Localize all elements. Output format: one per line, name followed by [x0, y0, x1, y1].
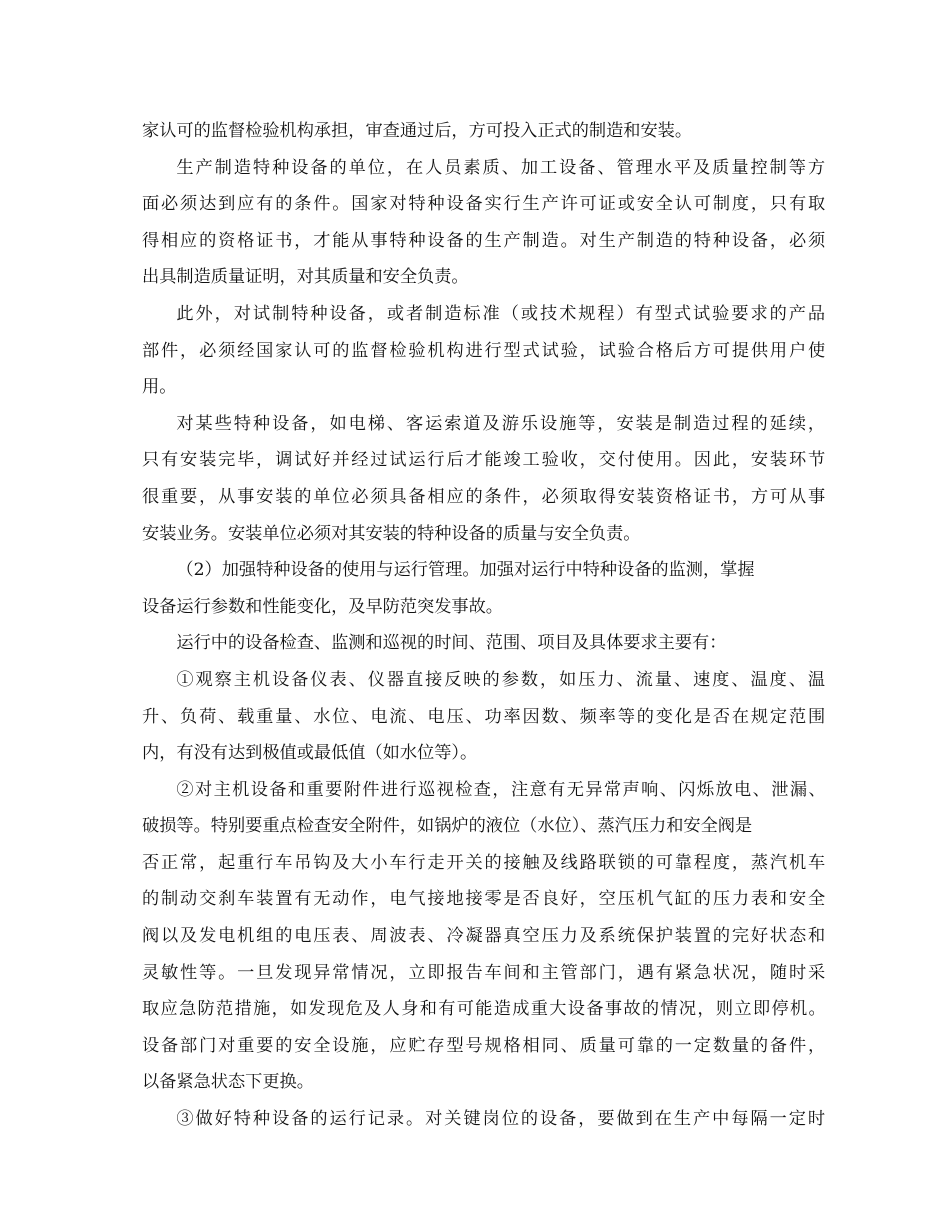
- text-line: 家认可的监督检验机构承担，审查通过后，方可投入正式的制造和安装。: [142, 121, 693, 141]
- paragraph: [142, 150, 827, 296]
- document-body: [142, 113, 827, 1138]
- text-line: 用。: [142, 377, 177, 398]
- text-line: 运行中的设备检查、监测和巡视的时间、范围、项目及具体要求主要有：: [176, 633, 727, 654]
- text-line: 以备紧急状态下更换。: [142, 1072, 314, 1093]
- text-line: 的制动交刹车装置有无动作，电气接地接零是否良好，空压机气缸的压力表和安全: [142, 889, 827, 910]
- paragraph: [142, 662, 827, 772]
- text-line: 只有安装完毕，调试好并经过试运行后才能竣工验收，交付使用。因此，安装环节: [142, 450, 827, 471]
- paragraph: [142, 406, 827, 552]
- paragraph: [142, 552, 827, 625]
- paragraph: [142, 772, 827, 1101]
- text-line: ②对主机设备和重要附件进行巡视检查，注意有无异常声响、闪烁放电、泄漏、: [176, 779, 827, 800]
- paragraph: [142, 296, 827, 406]
- text-line: 取应急防范措施，如发现危及人身和有可能造成重大设备事故的情况，则立即停机。: [142, 999, 828, 1020]
- text-line: ①观察主机设备仪表、仪器直接反映的参数，如压力、流量、速度、温度、温: [176, 669, 828, 690]
- text-line: 得相应的资格证书，才能从事特种设备的生产制造。对生产制造的特种设备，必须: [142, 230, 827, 251]
- text-line: 生产制造特种设备的单位，在人员素质、加工设备、管理水平及质量控制等方: [176, 157, 828, 178]
- text-line: 安装业务。安装单位必须对其安装的特种设备的质量与安全负责。: [142, 523, 641, 544]
- text-line: 内，有没有达到极值或最低值（如水位等）。: [142, 743, 478, 764]
- text-line: 阀以及发电机组的电压表、周波表、冷凝器真空压力及系统保护装置的完好状态和: [142, 926, 827, 947]
- text-line: 设备部门对重要的安全设施，应贮存型号规格相同、质量可靠的一定数量的备件，: [142, 1035, 827, 1056]
- text-line: 出具制造质量证明，对其质量和安全负责。: [142, 267, 469, 288]
- text-line: 设备运行参数和性能变化，及早防范突发事故。: [142, 596, 503, 617]
- text-line: 面必须达到应有的条件。国家对特种设备实行生产许可证或安全认可制度，只有取: [142, 194, 827, 215]
- text-line: ③做好特种设备的运行记录。对关键岗位的设备，要做到在生产中每隔一定时: [176, 1109, 828, 1130]
- text-line: 灵敏性等。一旦发现异常情况，立即报告车间和主管部门，遇有紧急状况，随时采: [142, 962, 827, 983]
- text-line: 此外，对试制特种设备，或者制造标准（或技术规程）有型式试验要求的产品: [176, 303, 828, 324]
- text-line: 部件，必须经国家认可的监督检验机构进行型式试验，试验合格后方可提供用户使: [142, 340, 827, 361]
- text-line: （2）加强特种设备的使用与运行管理。加强对运行中特种设备的监测，掌握: [176, 560, 755, 581]
- paragraph: [142, 625, 827, 662]
- text-line: 升、负荷、载重量、水位、电流、电压、功率因数、频率等的变化是否在规定范围: [142, 706, 827, 727]
- paragraph: [142, 113, 827, 150]
- paragraph: [142, 1101, 827, 1138]
- text-line: 破损等。特别要重点检查安全附件，如锅炉的液位（水位）、蒸汽压力和安全阀是: [142, 816, 753, 837]
- text-line: 对某些特种设备，如电梯、客运索道及游乐设施等，安装是制造过程的延续，: [176, 413, 828, 434]
- text-line: 很重要，从事安装的单位必须具备相应的条件，必须取得安装资格证书，方可从事: [142, 486, 827, 507]
- text-line: 否正常，起重行车吊钩及大小车行走开关的接触及线路联锁的可靠程度，蒸汽机车: [142, 852, 827, 873]
